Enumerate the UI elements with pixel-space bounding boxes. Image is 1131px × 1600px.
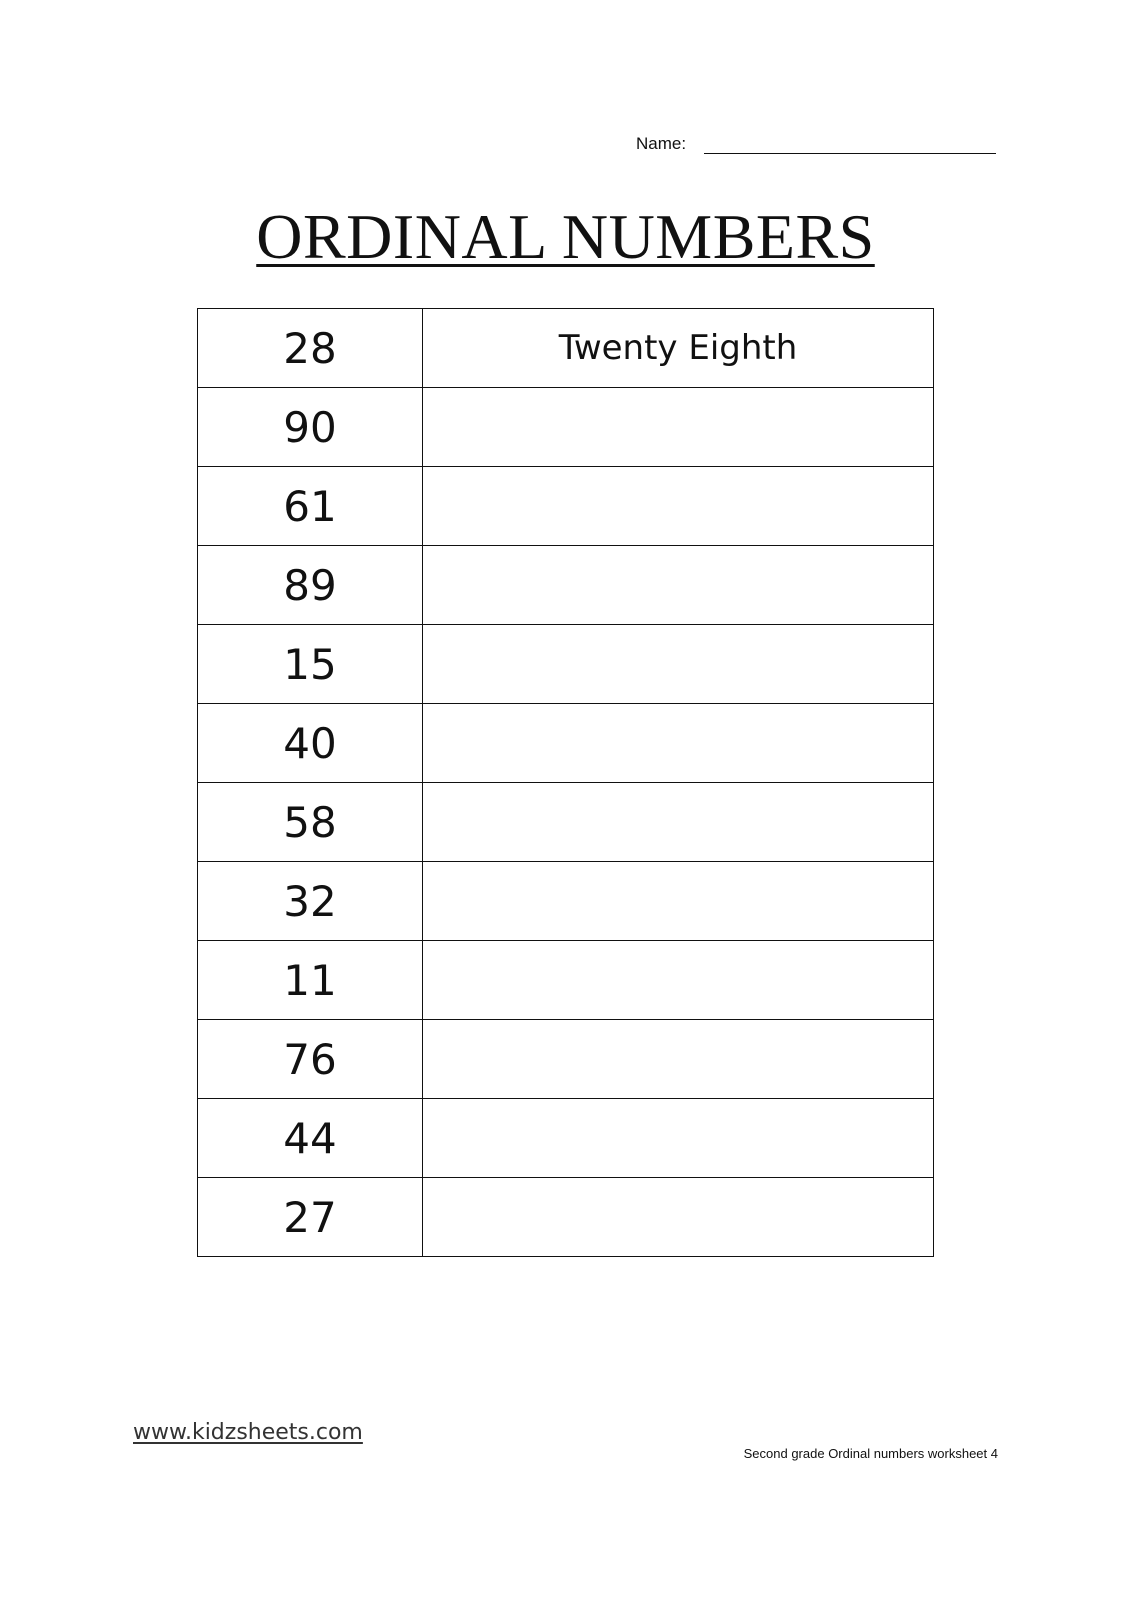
title-text: ORDINAL NUMBERS xyxy=(256,201,875,272)
website-link[interactable]: www.kidzsheets.com xyxy=(133,1420,363,1445)
answer-cell[interactable] xyxy=(423,704,934,783)
number-cell: 32 xyxy=(198,862,423,941)
answer-cell[interactable] xyxy=(423,467,934,546)
answer-cell[interactable] xyxy=(423,1099,934,1178)
answer-cell[interactable] xyxy=(423,546,934,625)
number-cell: 89 xyxy=(198,546,423,625)
number-cell: 58 xyxy=(198,783,423,862)
number-cell: 44 xyxy=(198,1099,423,1178)
table-row xyxy=(198,388,934,467)
table-row xyxy=(198,625,934,704)
name-label: Name: xyxy=(636,134,687,153)
table-row xyxy=(198,704,934,783)
table-row xyxy=(198,1020,934,1099)
table-row xyxy=(198,783,934,862)
number-cell: 40 xyxy=(198,704,423,783)
table-row xyxy=(198,467,934,546)
answer-cell[interactable] xyxy=(423,862,934,941)
table-row xyxy=(198,862,934,941)
name-blank-line[interactable] xyxy=(704,134,996,154)
number-cell: 76 xyxy=(198,1020,423,1099)
name-field xyxy=(636,134,996,154)
answer-cell[interactable] xyxy=(423,1178,934,1257)
answer-cell[interactable] xyxy=(423,388,934,467)
answer-cell[interactable] xyxy=(423,783,934,862)
ordinal-table xyxy=(197,308,934,1257)
number-cell: 27 xyxy=(198,1178,423,1257)
worksheet-caption: Second grade Ordinal numbers worksheet 4 xyxy=(743,1446,998,1461)
table-row xyxy=(198,941,934,1020)
answer-cell[interactable] xyxy=(423,625,934,704)
ordinal-word-cell: Twenty Eighth xyxy=(423,309,934,388)
answer-cell[interactable] xyxy=(423,1020,934,1099)
answer-cell[interactable] xyxy=(423,941,934,1020)
table-row xyxy=(198,309,934,388)
number-cell: 15 xyxy=(198,625,423,704)
number-cell: 90 xyxy=(198,388,423,467)
table-row xyxy=(198,1178,934,1257)
worksheet-title xyxy=(0,198,1131,276)
table-row xyxy=(198,1099,934,1178)
number-cell: 61 xyxy=(198,467,423,546)
number-cell: 11 xyxy=(198,941,423,1020)
number-cell: 28 xyxy=(198,309,423,388)
table-row xyxy=(198,546,934,625)
